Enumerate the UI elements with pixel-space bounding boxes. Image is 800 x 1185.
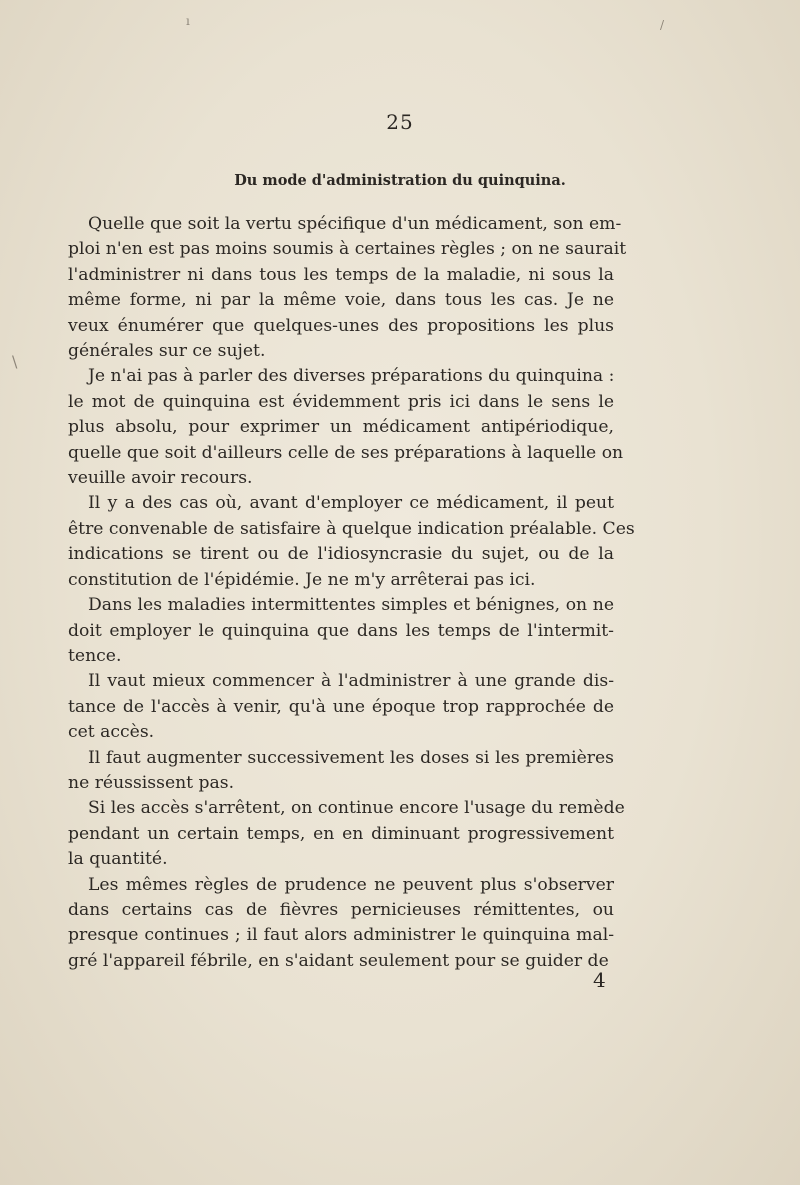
text-line: presque continues ; il faut alors administrer le quinquina mal- [68, 925, 614, 946]
paragraph [68, 669, 614, 745]
text-line: l'administrer ni dans tous les temps de la maladie, ni sous la [68, 264, 614, 285]
paragraph [68, 796, 625, 872]
text-line: le mot de quinquina est évidemment pris ici dans le sens le [68, 391, 614, 412]
text-line: la quantité. [68, 849, 168, 870]
paper-speck: ı [186, 14, 190, 28]
page-number: 25 [386, 110, 414, 134]
paragraph [68, 873, 614, 975]
signature-mark: 4 [593, 968, 606, 992]
text-line: veux énumérer que quelques-unes des propositions les plus [68, 315, 614, 336]
text-line: doit employer le quinquina que dans les temps de l'intermit- [68, 620, 614, 641]
text-line: ploi n'en est pas moins soumis à certaines règles ; on ne saurait [68, 239, 627, 260]
paragraph [68, 746, 614, 797]
text-line: pendant un certain temps, en en diminuant progressivement [68, 823, 614, 844]
section-heading: Du mode d'administration du quinquina. [234, 172, 566, 189]
text-line: Je n'ai pas à parler des diverses préparations du quinquina : [88, 366, 615, 387]
text-line: générales sur ce sujet. [68, 341, 266, 362]
text-line: quelle que soit d'ailleurs celle de ses préparations à laquelle on [68, 442, 624, 463]
paragraph [68, 491, 635, 593]
text-line: Dans les maladies intermittentes simples et bénignes, on ne [88, 595, 614, 616]
text-line: Quelle que soit la vertu spécifique d'un médicament, son em- [88, 214, 622, 234]
text-line: Si les accès s'arrêtent, on continue encore l'usage du remède [88, 798, 625, 819]
paragraph [68, 593, 614, 669]
text-line: gré l'appareil fébrile, en s'aidant seulement pour se guider de [68, 950, 609, 971]
paper-speck: / [660, 18, 665, 32]
paragraph [68, 364, 624, 491]
text-line: Les mêmes règles de prudence ne peuvent plus s'observer [88, 874, 614, 895]
text-line: veuille avoir recours. [68, 468, 253, 489]
paragraph [68, 212, 627, 364]
text-line: indications se tirent ou de l'idiosyncrasie du sujet, ou de la [68, 544, 614, 565]
text-line: ne réussissent pas. [68, 772, 235, 793]
text-line: constitution de l'épidémie. Je ne m'y arrêterai pas ici. [68, 569, 536, 590]
text-line: Il vaut mieux commencer à l'administrer à une grande dis- [88, 671, 614, 692]
body-text [68, 212, 635, 974]
text-line: même forme, ni par la même voie, dans tous les cas. Je ne [68, 290, 614, 311]
paper-speck: \ [12, 352, 18, 371]
text-line: Il faut augmenter successivement les doses si les premières [88, 747, 614, 768]
text-line: cet accès. [68, 722, 155, 743]
text-line: être convenable de satisfaire à quelque indication préalable. Ces [68, 518, 635, 539]
text-line: Il y a des cas où, avant d'employer ce médicament, il peut [88, 493, 614, 514]
text-line: dans certains cas de fièvres pernicieuses rémittentes, ou [68, 899, 614, 920]
text-line: tence. [68, 645, 122, 666]
text-line: tance de l'accès à venir, qu'à une époque trop rapprochée de [68, 696, 614, 717]
text-line: plus absolu, pour exprimer un médicament antipériodique, [68, 417, 614, 438]
